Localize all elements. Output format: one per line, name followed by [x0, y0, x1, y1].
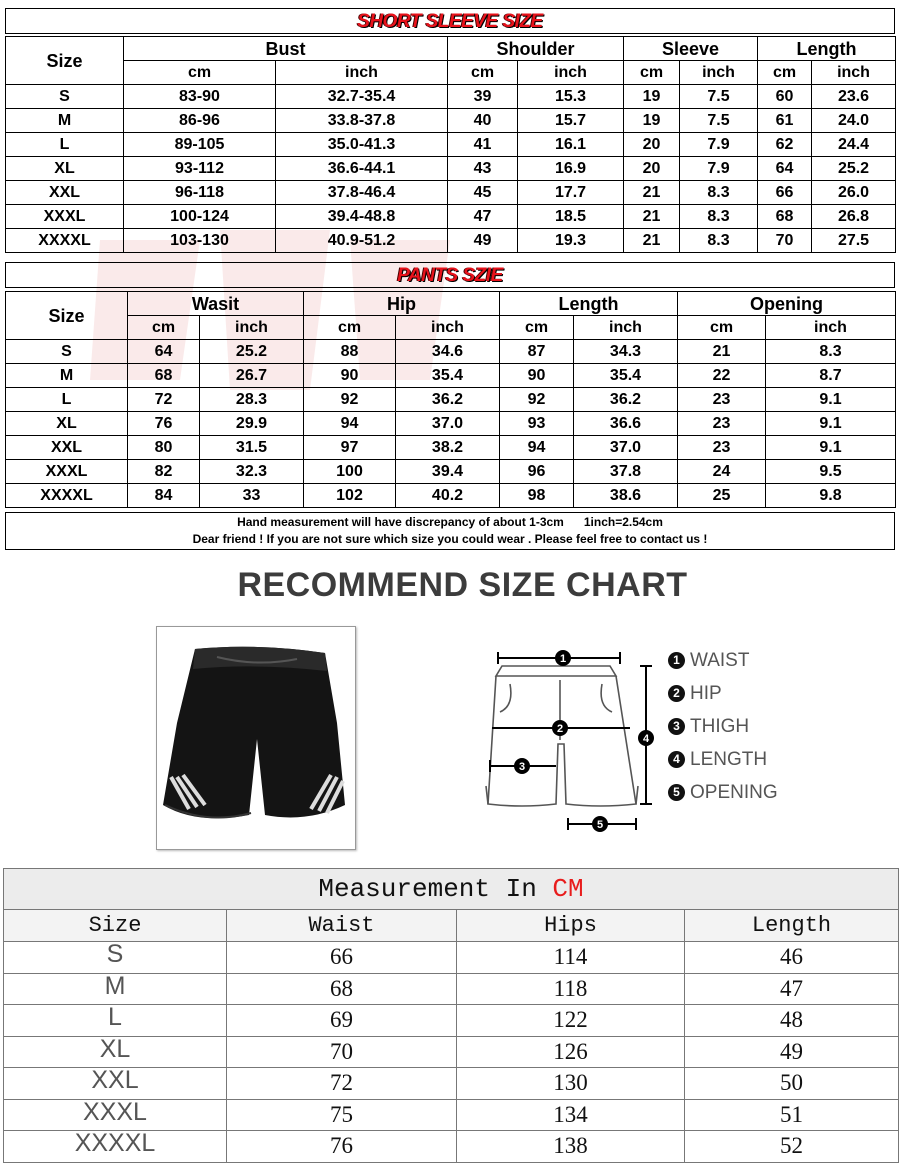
table-row	[4, 973, 899, 1005]
header-hips: Hips	[457, 910, 685, 942]
value-cell: 36.2	[574, 388, 678, 412]
size-cell: XL	[6, 157, 124, 181]
note-line-1: Hand measurement will have discrepancy of about 1-3cm 1inch=2.54cm	[237, 515, 663, 529]
value-cell: 72	[128, 388, 200, 412]
value-cell: 39.4	[396, 460, 500, 484]
value-cell: 24.4	[812, 133, 896, 157]
value-cell: 39.4-48.8	[276, 205, 448, 229]
value-cell: 66	[758, 181, 812, 205]
value-cell: 24	[678, 460, 766, 484]
size-cell: L	[6, 133, 124, 157]
value-cell: 80	[128, 436, 200, 460]
diagram-number-1: 1	[559, 653, 567, 665]
unit-cell: cm	[124, 61, 276, 85]
table-row	[6, 109, 896, 133]
size-cell: XXXL	[6, 205, 124, 229]
value-cell: 96-118	[124, 181, 276, 205]
note-line-2: Dear friend ! If you are not sure which size you could wear . Please feel free to contact us !	[192, 532, 708, 546]
value-cell: 68	[227, 973, 457, 1005]
size-cell: XXXL	[4, 1099, 227, 1131]
diagram-number-4: 4	[642, 733, 650, 745]
value-cell: 90	[500, 364, 574, 388]
table-row	[6, 388, 896, 412]
value-cell: 102	[304, 484, 396, 508]
value-cell: 7.9	[680, 157, 758, 181]
legend-item-hip	[668, 677, 828, 710]
value-cell: 23	[678, 412, 766, 436]
header-size: Size	[4, 910, 227, 942]
value-cell: 68	[128, 364, 200, 388]
value-cell: 9.5	[766, 460, 896, 484]
header-wasit: Wasit	[128, 292, 304, 316]
value-cell: 28.3	[200, 388, 304, 412]
size-cell: S	[4, 942, 227, 974]
legend-label: THIGH	[690, 715, 750, 737]
value-cell: 21	[678, 340, 766, 364]
measurement-title	[4, 869, 899, 910]
size-cell: S	[6, 340, 128, 364]
value-cell: 38.2	[396, 436, 500, 460]
header-waist: Waist	[227, 910, 457, 942]
diagram-number-2: 2	[556, 723, 564, 735]
value-cell: 32.7-35.4	[276, 85, 448, 109]
table-row	[4, 1131, 899, 1163]
size-cell: S	[6, 85, 124, 109]
number-5-icon: 5	[668, 784, 685, 801]
value-cell: 47	[448, 205, 518, 229]
value-cell: 90	[304, 364, 396, 388]
header-bust: Bust	[124, 37, 448, 61]
header-length: Length	[758, 37, 896, 61]
unit-cell: inch	[766, 316, 896, 340]
value-cell: 37.0	[574, 436, 678, 460]
value-cell: 22	[678, 364, 766, 388]
value-cell: 51	[685, 1099, 899, 1131]
unit-cell: inch	[680, 61, 758, 85]
value-cell: 8.7	[766, 364, 896, 388]
measurement-title-text: Measurement In	[318, 874, 553, 904]
size-cell: M	[6, 364, 128, 388]
value-cell: 23	[678, 388, 766, 412]
table-row	[6, 340, 896, 364]
value-cell: 83-90	[124, 85, 276, 109]
unit-cell: cm	[304, 316, 396, 340]
value-cell: 47	[685, 973, 899, 1005]
short-sleeve-table	[5, 36, 895, 253]
value-cell: 19.3	[518, 229, 624, 253]
table-row	[4, 1036, 899, 1068]
value-cell: 7.5	[680, 109, 758, 133]
legend-label: OPENING	[690, 781, 778, 803]
table-row	[4, 1005, 899, 1037]
value-cell: 75	[227, 1099, 457, 1131]
number-2-icon: 2	[668, 685, 685, 702]
value-cell: 35.4	[574, 364, 678, 388]
header-hip: Hip	[304, 292, 500, 316]
value-cell: 19	[624, 109, 680, 133]
value-cell: 43	[448, 157, 518, 181]
value-cell: 9.1	[766, 436, 896, 460]
table-row	[6, 85, 896, 109]
value-cell: 20	[624, 133, 680, 157]
recommend-title: RECOMMEND SIZE CHART	[237, 566, 688, 604]
header-shoulder: Shoulder	[448, 37, 624, 61]
value-cell: 126	[457, 1036, 685, 1068]
value-cell: 122	[457, 1005, 685, 1037]
value-cell: 29.9	[200, 412, 304, 436]
value-cell: 92	[304, 388, 396, 412]
size-cell: XXXXL	[6, 229, 124, 253]
measurement-table	[3, 868, 898, 1163]
value-cell: 114	[457, 942, 685, 974]
value-cell: 61	[758, 109, 812, 133]
table-row	[6, 436, 896, 460]
value-cell: 64	[758, 157, 812, 181]
value-cell: 23	[678, 436, 766, 460]
value-cell: 25.2	[200, 340, 304, 364]
value-cell: 89-105	[124, 133, 276, 157]
table-row	[6, 364, 896, 388]
value-cell: 134	[457, 1099, 685, 1131]
size-cell: XXXXL	[6, 484, 128, 508]
value-cell: 64	[128, 340, 200, 364]
value-cell: 25	[678, 484, 766, 508]
value-cell: 118	[457, 973, 685, 1005]
unit-cell: inch	[518, 61, 624, 85]
value-cell: 19	[624, 85, 680, 109]
measurement-note	[5, 512, 895, 550]
header-length: Length	[685, 910, 899, 942]
value-cell: 60	[758, 85, 812, 109]
value-cell: 82	[128, 460, 200, 484]
value-cell: 98	[500, 484, 574, 508]
legend-label: WAIST	[690, 649, 750, 671]
value-cell: 7.9	[680, 133, 758, 157]
value-cell: 37.0	[396, 412, 500, 436]
value-cell: 33.8-37.8	[276, 109, 448, 133]
value-cell: 36.6-44.1	[276, 157, 448, 181]
value-cell: 16.9	[518, 157, 624, 181]
legend-label: LENGTH	[690, 748, 768, 770]
value-cell: 76	[128, 412, 200, 436]
size-cell: XL	[6, 412, 128, 436]
table-row	[6, 181, 896, 205]
value-cell: 32.3	[200, 460, 304, 484]
value-cell: 76	[227, 1131, 457, 1163]
shorts-photo	[156, 626, 356, 850]
value-cell: 97	[304, 436, 396, 460]
legend-item-opening	[668, 776, 828, 809]
value-cell: 35.4	[396, 364, 500, 388]
value-cell: 23.6	[812, 85, 896, 109]
value-cell: 38.6	[574, 484, 678, 508]
value-cell: 33	[200, 484, 304, 508]
value-cell: 15.3	[518, 85, 624, 109]
value-cell: 88	[304, 340, 396, 364]
legend-item-waist	[668, 644, 828, 677]
number-4-icon: 4	[668, 751, 685, 768]
value-cell: 26.0	[812, 181, 896, 205]
value-cell: 39	[448, 85, 518, 109]
value-cell: 9.1	[766, 412, 896, 436]
value-cell: 27.5	[812, 229, 896, 253]
value-cell: 49	[685, 1036, 899, 1068]
unit-row	[6, 316, 896, 340]
unit-cell: inch	[200, 316, 304, 340]
size-cell: L	[6, 388, 128, 412]
measurement-unit: CM	[552, 874, 584, 904]
value-cell: 37.8	[574, 460, 678, 484]
value-cell: 48	[685, 1005, 899, 1037]
header-opening: Opening	[678, 292, 896, 316]
value-cell: 96	[500, 460, 574, 484]
value-cell: 103-130	[124, 229, 276, 253]
value-cell: 138	[457, 1131, 685, 1163]
table-row	[6, 133, 896, 157]
value-cell: 92	[500, 388, 574, 412]
value-cell: 45	[448, 181, 518, 205]
size-cell: L	[4, 1005, 227, 1037]
value-cell: 72	[227, 1068, 457, 1100]
value-cell: 37.8-46.4	[276, 181, 448, 205]
value-cell: 130	[457, 1068, 685, 1100]
value-cell: 52	[685, 1131, 899, 1163]
table-row	[4, 1068, 899, 1100]
unit-row	[6, 61, 896, 85]
value-cell: 94	[500, 436, 574, 460]
value-cell: 21	[624, 229, 680, 253]
legend-item-thigh	[668, 710, 828, 743]
header-size: Size	[6, 37, 124, 85]
unit-cell: cm	[128, 316, 200, 340]
value-cell: 21	[624, 181, 680, 205]
value-cell: 70	[758, 229, 812, 253]
size-cell: M	[6, 109, 124, 133]
value-cell: 18.5	[518, 205, 624, 229]
value-cell: 50	[685, 1068, 899, 1100]
number-1-icon: 1	[668, 652, 685, 669]
table-row	[6, 157, 896, 181]
value-cell: 34.3	[574, 340, 678, 364]
value-cell: 40	[448, 109, 518, 133]
header-sleeve: Sleeve	[624, 37, 758, 61]
unit-cell: cm	[500, 316, 574, 340]
value-cell: 68	[758, 205, 812, 229]
size-cell: XXL	[6, 436, 128, 460]
value-cell: 70	[227, 1036, 457, 1068]
table-row	[4, 942, 899, 974]
value-cell: 21	[624, 205, 680, 229]
value-cell: 15.7	[518, 109, 624, 133]
value-cell: 31.5	[200, 436, 304, 460]
value-cell: 94	[304, 412, 396, 436]
value-cell: 93	[500, 412, 574, 436]
size-cell: XXL	[6, 181, 124, 205]
table-row	[6, 205, 896, 229]
diagram-number-5: 5	[596, 819, 604, 831]
value-cell: 69	[227, 1005, 457, 1037]
table-row	[6, 412, 896, 436]
unit-cell: cm	[624, 61, 680, 85]
value-cell: 100-124	[124, 205, 276, 229]
shorts-measure-diagram	[470, 636, 670, 846]
value-cell: 9.8	[766, 484, 896, 508]
size-cell: XXL	[4, 1068, 227, 1100]
unit-cell: inch	[396, 316, 500, 340]
shorts-photo-image	[157, 627, 355, 849]
pants-table	[5, 291, 895, 508]
size-cell: M	[4, 973, 227, 1005]
table-row	[4, 1099, 899, 1131]
value-cell: 86-96	[124, 109, 276, 133]
number-3-icon: 3	[668, 718, 685, 735]
value-cell: 46	[685, 942, 899, 974]
table-row	[6, 460, 896, 484]
value-cell: 26.8	[812, 205, 896, 229]
short-sleeve-title: SHORT SLEEVE SIZE	[5, 8, 895, 34]
value-cell: 26.7	[200, 364, 304, 388]
unit-cell: inch	[574, 316, 678, 340]
size-cell: XXXXL	[4, 1131, 227, 1163]
value-cell: 16.1	[518, 133, 624, 157]
value-cell: 20	[624, 157, 680, 181]
value-cell: 62	[758, 133, 812, 157]
header-size: Size	[6, 292, 128, 340]
table-row	[6, 229, 896, 253]
unit-cell: cm	[758, 61, 812, 85]
value-cell: 8.3	[680, 229, 758, 253]
value-cell: 7.5	[680, 85, 758, 109]
value-cell: 87	[500, 340, 574, 364]
value-cell: 40.9-51.2	[276, 229, 448, 253]
value-cell: 9.1	[766, 388, 896, 412]
size-cell: XXXL	[6, 460, 128, 484]
unit-cell: cm	[448, 61, 518, 85]
measure-legend	[668, 644, 828, 809]
value-cell: 36.2	[396, 388, 500, 412]
value-cell: 36.6	[574, 412, 678, 436]
value-cell: 35.0-41.3	[276, 133, 448, 157]
value-cell: 25.2	[812, 157, 896, 181]
legend-item-length	[668, 743, 828, 776]
table-row	[6, 484, 896, 508]
value-cell: 8.3	[680, 205, 758, 229]
value-cell: 17.7	[518, 181, 624, 205]
pants-title: PANTS SZIE	[5, 262, 895, 288]
size-cell: XL	[4, 1036, 227, 1068]
legend-label: HIP	[690, 682, 722, 704]
value-cell: 84	[128, 484, 200, 508]
value-cell: 41	[448, 133, 518, 157]
value-cell: 8.3	[766, 340, 896, 364]
value-cell: 49	[448, 229, 518, 253]
unit-cell: cm	[678, 316, 766, 340]
value-cell: 24.0	[812, 109, 896, 133]
value-cell: 93-112	[124, 157, 276, 181]
header-length: Length	[500, 292, 678, 316]
value-cell: 8.3	[680, 181, 758, 205]
diagram-number-3: 3	[518, 761, 526, 773]
unit-cell: inch	[812, 61, 896, 85]
unit-cell: inch	[276, 61, 448, 85]
value-cell: 100	[304, 460, 396, 484]
value-cell: 34.6	[396, 340, 500, 364]
value-cell: 40.2	[396, 484, 500, 508]
value-cell: 66	[227, 942, 457, 974]
